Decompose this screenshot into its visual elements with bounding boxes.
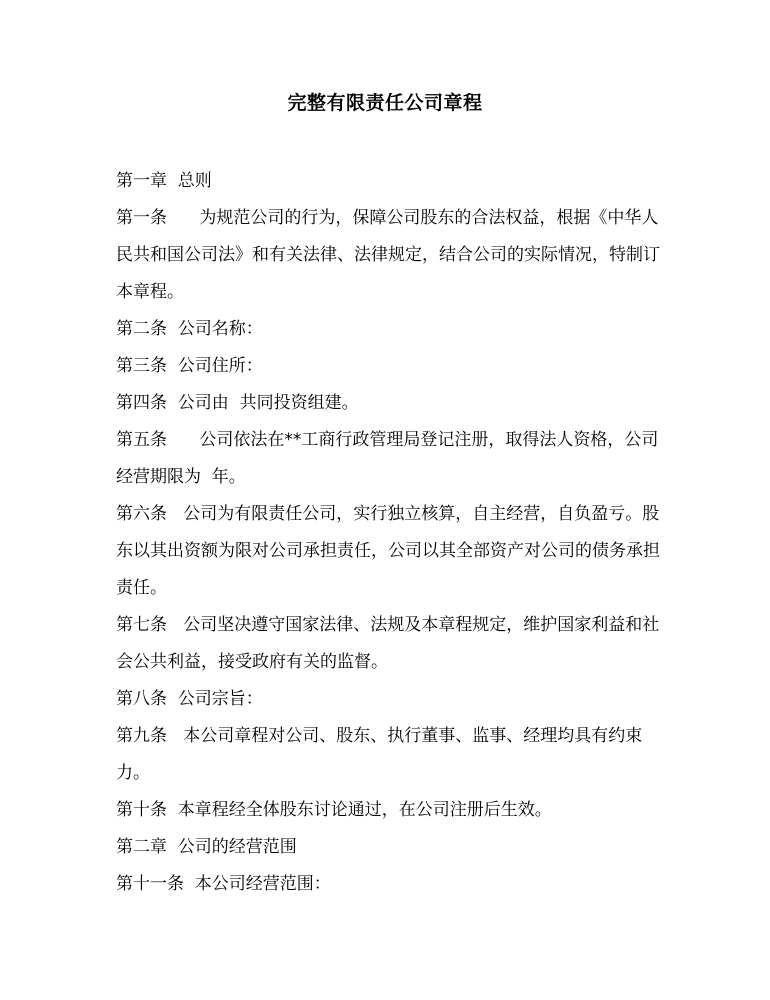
article-paragraph: 第二条 公司名称： bbox=[116, 319, 263, 339]
article-paragraph: 第三条 公司住所： bbox=[116, 356, 263, 376]
chapter-heading: 第二章 公司的经营范围 bbox=[116, 837, 297, 857]
article-paragraph: 第四条 公司由 共同投资组建。 bbox=[116, 393, 359, 413]
document-body bbox=[116, 163, 661, 903]
article-paragraph: 第七条 公司坚决遵守国家法律、法规及本章程规定，维护国家利益和社会公共利益，接受政府有关的监督。 bbox=[116, 615, 660, 672]
article-paragraph: 第五条 公司依法在**工商行政管理局登记注册，取得法人资格，公司经营期限为 年。 bbox=[116, 430, 659, 487]
article-paragraph: 第十一条 本公司经营范围： bbox=[116, 874, 331, 894]
article-paragraph: 第九条 本公司章程对公司、股东、执行董事、监事、经理均具有约束力。 bbox=[116, 726, 643, 783]
document-title: 完整有限责任公司章程 bbox=[287, 92, 483, 114]
article-paragraph: 第八条 公司宗旨： bbox=[116, 689, 263, 709]
article-paragraph: 第六条 公司为有限责任公司，实行独立核算，自主经营，自负盈亏。股东以其出资额为限对公司承担责任，公司以其全部资产对公司的债务承担责任。 bbox=[116, 504, 660, 598]
article-paragraph: 第一条 为规范公司的行为，保障公司股东的合法权益，根据《中华人民共和国公司法》和有关法律、法律规定，结合公司的实际情况，特制订本章程。 bbox=[116, 208, 660, 302]
article-paragraph: 第十条 本章程经全体股东讨论通过，在公司注册后生效。 bbox=[116, 800, 552, 820]
chapter-heading: 第一章 总则 bbox=[116, 171, 212, 191]
